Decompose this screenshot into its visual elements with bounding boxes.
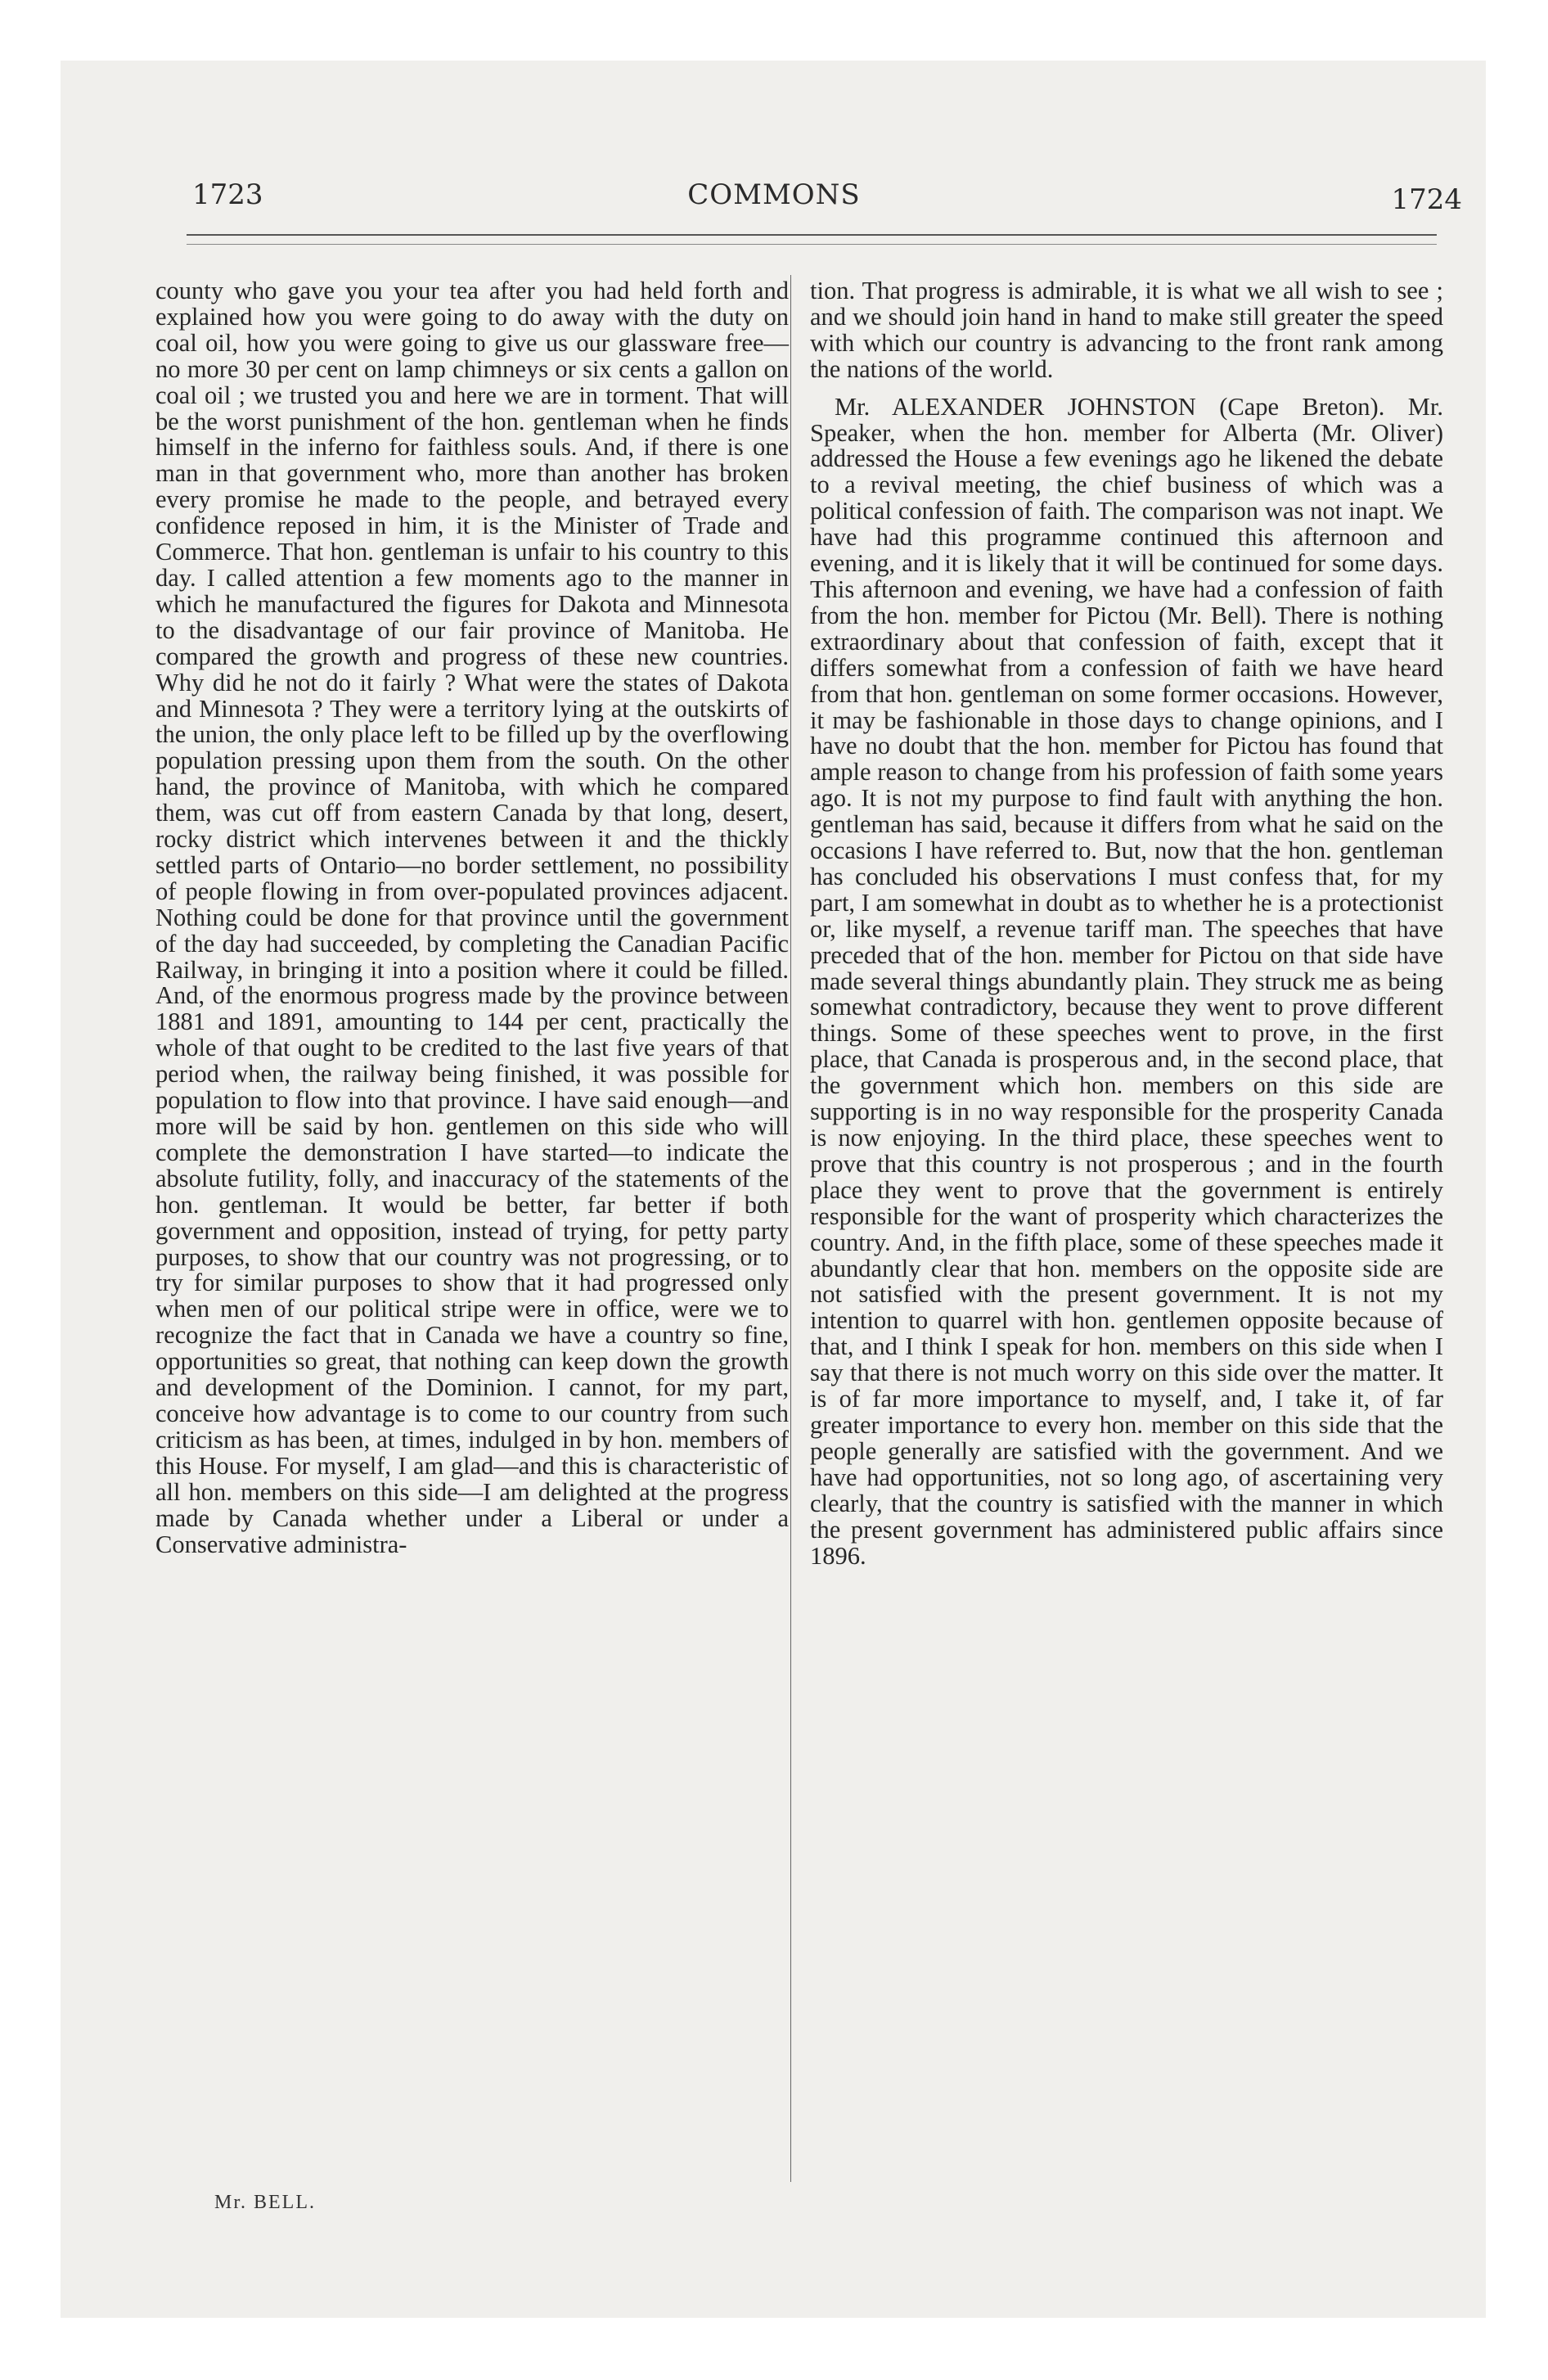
right-column [810, 278, 1443, 1569]
left-page-number: 1723 [192, 178, 263, 211]
page-title: COMMONS [687, 178, 861, 211]
header-rule [187, 234, 1437, 236]
right-page-number: 1724 [1391, 183, 1462, 216]
footer-speaker-label: Mr. BELL. [214, 2192, 316, 2213]
speech-text: Mr. Speaker, when the hon. member for Alberta (Mr. Oliver) addressed the House a few evenings ago he likened the debate to a revival meeting, the chief business of which was a political confession of faith. The comparison was not inapt. We have had this programme continued this afternoon and evening, and it is likely that it will be continued for some days. This afternoon and evening, we have had a confession of faith from the hon. member for Pictou (Mr. Bell). There is nothing extraordinary about that confession of faith, except that it differs somewhat from a confession of faith we have heard from that hon. gentleman on some former occasions. However, it may be fashionable in those days to change opinions, and I have no doubt that the hon. member for Pictou has found that ample reason to change from his profession of faith some years ago. It is not my purpose to find fault with anything the hon. gentleman has said, because it differs from what he said on the occasions I have referred to. But, now that the hon. gentleman has concluded his observations I must confess that, for my part, I am somewhat in doubt as to whether he is a protectionist or, like myself, a revenue tariff man. The speeches that have preceded that of the hon. member for Pictou on that side have made several things abundantly plain. They struck me as being somewhat contradictory, because they went to prove different things. Some of these speeches went to prove, in the first place, that Canada is prosperous and, in the second place, that the government which hon. members on this side are supporting is in no way responsible for the prosperity Canada is now enjoying. In the third place, these speeches went to prove that this country is not prosperous ; and in the fourth place they went to prove that the government is entirely responsible for the want of prosperity which characterizes the country. And, in the fifth place, some of these speeches made it abundantly clear that hon. members on the opposite side are not satisfied with the present government. It is not my intention to quarrel with hon. gentlemen opposite because of that, and I think I speak for hon. members on this side when I say that there is not much worry on this side over the matter. It is of far more importance to myself, and, I take it, of far greater importance to every hon. member on this side that the people generally are satisfied with the government. And we have had opportunities, not so long ago, of ascertaining very clearly, that the country is satisfied with the manner in which the present government has administered public affairs since 1896. [810, 392, 1444, 1570]
left-paragraph: county who gave you your tea after you had held forth and explained how you were going to do away with the duty on coal oil, how you were going to give us our glassware free—no more 30 per cent on lamp chimneys or six cents a gallon on coal oil ; we trusted you and here we are in torment. That will be the worst punishment of the hon. gentleman when he finds himself in the inferno for faithless souls. And, if there is one man in that government who, more than another has broken every promise he made to the people, and betrayed every confidence reposed in him, it is the Minister of Trade and Commerce. That hon. gentleman is unfair to his country to this day. I called attention a few moments ago to the manner in which he manufactured the figures for Dakota and Minnesota to the disadvantage of our fair province of Manitoba. He compared the growth and progress of these new countries. Why did he not do it fairly ? What were the states of Dakota and Minnesota ? They were a territory lying at the outskirts of the union, the only place left to be filled up by the overflowing population pressing upon them from the south. On the other hand, the province of Manitoba, with which he compared them, was cut off from eastern Canada by that long, desert, rocky district which intervenes between it and the thickly settled parts of Ontario—no border settlement, no possibility of people flowing in from over-populated provinces adjacent. Nothing could be done for that province until the government of the day had succeeded, by completing the Canadian Pacific Railway, in bringing it into a position where it could be filled. And, of the enormous progress made by the province between 1881 and 1891, amounting to 144 per cent, practically the whole of that ought to be credited to the last five years of that period when, the railway being finished, it was possible for population to flow into that province. I have said enough—and more will be said by hon. gentlemen on this side who will complete the demonstration I have started—to indicate the absolute futility, folly, and inaccuracy of the statements of the hon. gentleman. It would be better, far better if both government and opposition, instead of trying, for petty party purposes, to show that our country was not progressing, or to try for similar purposes to show that it had progressed only when men of our political stripe were in office, were we to recognize the fact that in Canada we have a country so fine, opportunities so great, that nothing can keep down the growth and development of the Dominion. I cannot, for my part, conceive how advantage is to come to our country from such criticism as has been, at times, indulged in by hon. members of this House. For myself, I am glad—and this is characteristic of all hon. members on this side—I am delighted at the progress made by Canada whether under a Liberal or under a Conservative administra- [155, 277, 789, 1558]
column-divider [790, 275, 791, 2182]
speech-paragraph [810, 394, 1443, 1570]
speaker-name: Mr. ALEXANDER JOHNSTON (Cape Breton). [835, 392, 1385, 421]
page-header [0, 178, 1548, 219]
right-paragraph-continuation: tion. That progress is admirable, it is what we all wish to see ; and we should join hand in hand to make still greater the speed with which our country is advancing to the front rank among the nations of the world. [810, 277, 1443, 383]
header-rule-thin [187, 244, 1437, 245]
left-column [155, 278, 789, 1557]
